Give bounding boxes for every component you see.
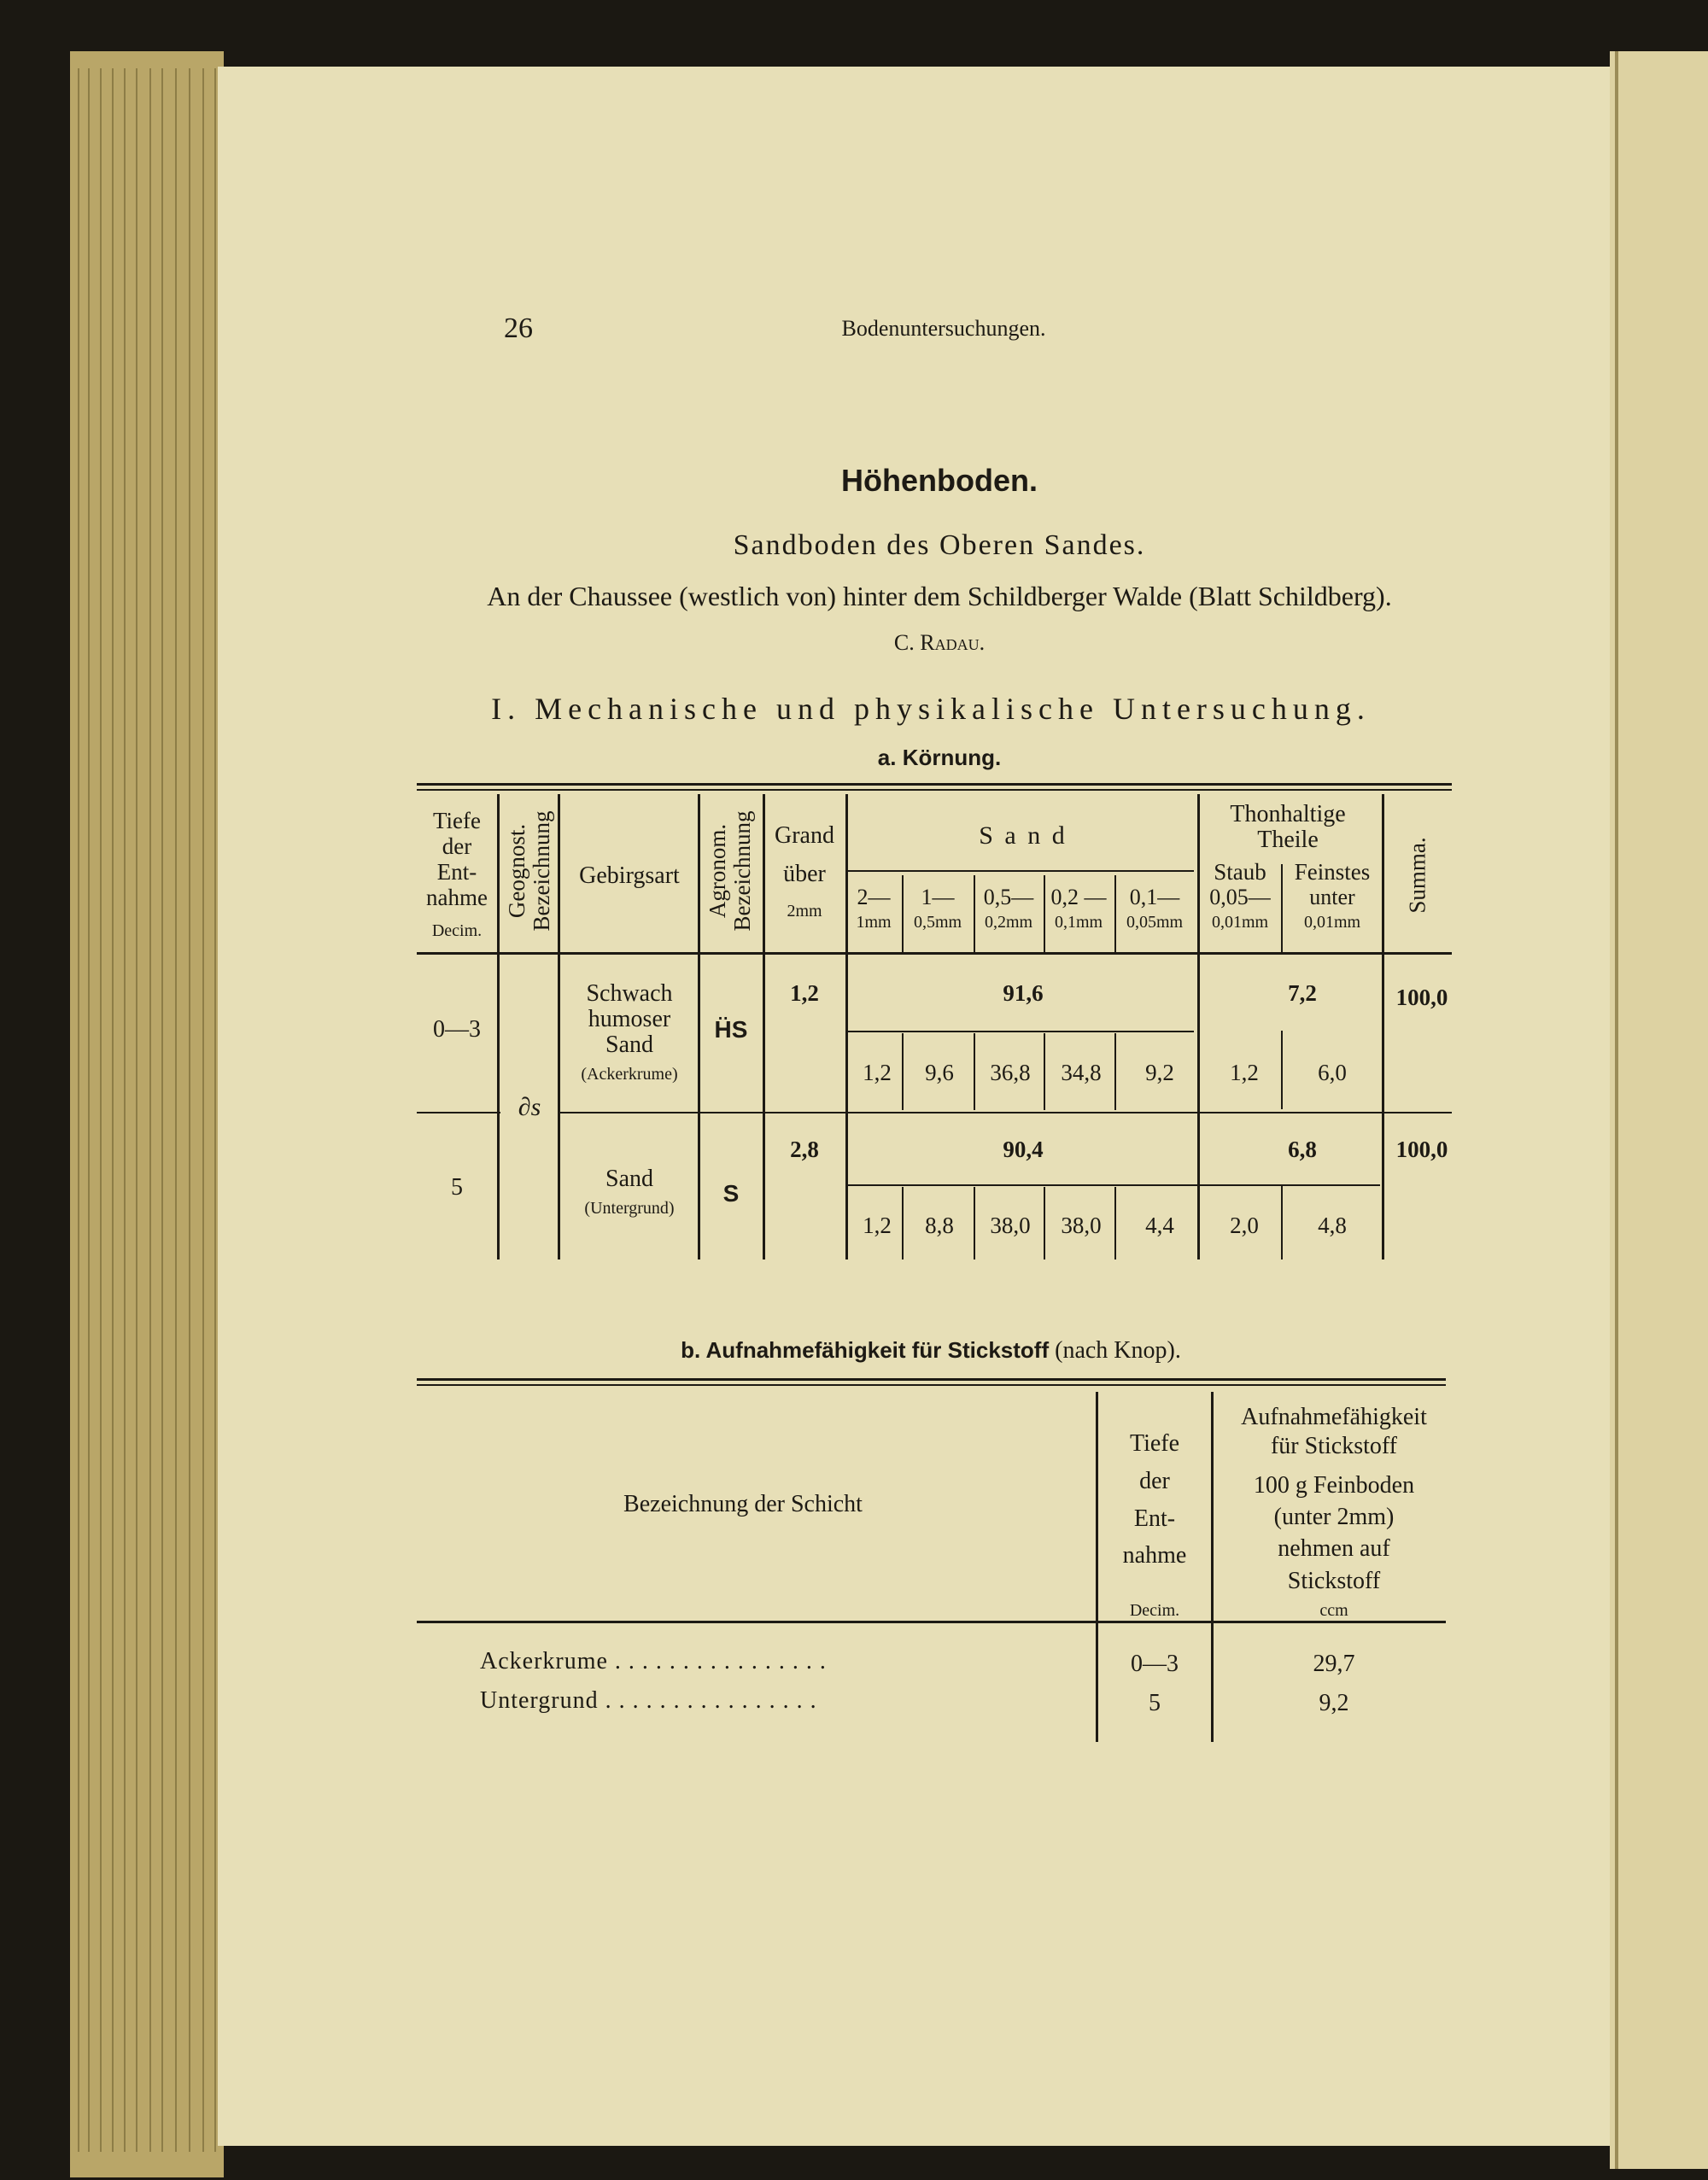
sand-col-unit: 0,05mm	[1126, 913, 1184, 932]
cell-aufnahme: 29,7	[1313, 1651, 1355, 1677]
cell-gebirgsart: Sand	[605, 1032, 653, 1058]
rule	[558, 794, 560, 1259]
rule	[417, 789, 1452, 791]
header-staub-unit: 0,01mm	[1211, 913, 1269, 932]
subsection-a-title: a. Körnung.	[877, 745, 1002, 770]
rule	[848, 870, 1194, 872]
section-title: I. Mechanische und physikalische Untersuchung.	[491, 692, 1371, 726]
sand-col-label: 1—	[921, 885, 955, 909]
header-tiefe-b-unit: Decim.	[1129, 1601, 1180, 1620]
cell-feinstes: 6,0	[1318, 1060, 1347, 1085]
rule	[417, 1378, 1446, 1381]
sand-col-label: 2—	[857, 885, 891, 909]
rule	[417, 1621, 1446, 1623]
rule	[417, 952, 1452, 955]
rule	[417, 1384, 1446, 1386]
rule	[974, 1187, 975, 1259]
header-staub: 0,05—	[1209, 885, 1271, 909]
rule	[1281, 1185, 1283, 1259]
cell-staub: 1,2	[1230, 1060, 1259, 1085]
header-tiefe-line: nahme	[426, 885, 488, 910]
author: C. Radau.	[893, 630, 986, 655]
header-tiefe-b-line: der	[1139, 1468, 1170, 1494]
cell-sand: 34,8	[1061, 1060, 1102, 1085]
cell-sand: 4,4	[1145, 1213, 1174, 1238]
cell-grand: 2,8	[790, 1137, 819, 1162]
sand-col-unit: 0,1mm	[1054, 913, 1103, 932]
rule	[417, 1112, 500, 1113]
header-grand-unit: 2mm	[787, 902, 822, 921]
cell-sand: 36,8	[990, 1060, 1031, 1085]
cell-thon-total: 6,8	[1288, 1137, 1317, 1162]
header-sand: S a n d	[979, 821, 1068, 850]
subsection-b-title	[681, 1339, 1181, 1363]
rule	[974, 875, 975, 954]
header-agronom	[705, 811, 755, 932]
cell-tiefe: 5	[1149, 1690, 1161, 1716]
header-thon: Theile	[1257, 827, 1319, 853]
rule	[417, 783, 1452, 786]
header-gebirgsart: Gebirgsart	[579, 862, 680, 889]
cell-schicht: Untergrund . . . . . . . . . . . . . . . .	[480, 1687, 817, 1714]
rule	[1044, 1187, 1045, 1259]
header-feinstes-unit: 0,01mm	[1303, 913, 1361, 932]
subsection-b-bold: b. Aufnahmefähigkeit für Stickstoff	[681, 1337, 1050, 1363]
cell-sand: 38,0	[1061, 1213, 1102, 1238]
cell-summa: 100,0	[1395, 1137, 1448, 1162]
rule	[560, 1112, 1452, 1113]
cell-sand-total: 90,4	[1003, 1137, 1044, 1162]
header-staub: Staub	[1214, 859, 1266, 885]
header-tiefe-unit: Decim.	[431, 921, 483, 940]
header-grand-line: Grand	[775, 822, 834, 849]
header-geognost-line: Bezeichnung	[529, 810, 554, 932]
header-aufnahme-line: Stickstoff	[1287, 1568, 1381, 1594]
rule	[902, 875, 904, 954]
cell-tiefe: 5	[451, 1174, 463, 1201]
rule	[1197, 794, 1200, 1259]
cell-tiefe: 0—3	[1131, 1651, 1179, 1677]
page-title: Höhenboden.	[841, 463, 1038, 498]
header-feinstes: Feinstes	[1294, 859, 1371, 885]
header-aufnahme-line: 100 g Feinboden	[1253, 1472, 1415, 1499]
rule	[497, 794, 500, 1259]
header-agronom-line: Agronom.	[705, 823, 730, 919]
cell-aufnahme: 9,2	[1319, 1690, 1349, 1716]
cell-sand: 1,2	[863, 1060, 892, 1085]
rule	[1114, 1033, 1116, 1110]
rule	[1096, 1392, 1098, 1742]
header-tiefe-line: Ent-	[436, 859, 477, 885]
cell-schicht: Ackerkrume . . . . . . . . . . . . . . . .	[480, 1648, 827, 1674]
header-schicht: Bezeichnung der Schicht	[623, 1491, 863, 1517]
header-aufnahme-line: für Stickstoff	[1270, 1433, 1398, 1459]
header-feinstes: unter	[1309, 885, 1355, 909]
subtitle: Sandboden des Oberen Sandes.	[733, 529, 1146, 561]
cell-gebirgsart: Schwach	[586, 980, 673, 1007]
cell-agronom: S	[722, 1180, 740, 1207]
cell-thon-total: 7,2	[1288, 980, 1317, 1006]
running-head: Bodenuntersuchungen.	[841, 316, 1046, 341]
rule	[1281, 864, 1283, 954]
cell-summa: 100,0	[1395, 985, 1448, 1010]
rule	[902, 1033, 904, 1110]
rule	[845, 794, 848, 1259]
rule	[1281, 1031, 1283, 1109]
header-aufnahme-unit: ccm	[1319, 1601, 1348, 1620]
rule	[1211, 1392, 1214, 1742]
subsection-b-rest: (nach Knop).	[1055, 1337, 1181, 1364]
sand-col-label: 0,1—	[1129, 885, 1180, 909]
header-tiefe-line: Tiefe	[432, 808, 482, 833]
sand-col-unit: 0,2mm	[984, 913, 1033, 932]
cell-gebirgsart: humoser	[588, 1006, 671, 1032]
header-tiefe-b-line: nahme	[1122, 1542, 1187, 1569]
header-geognost	[505, 811, 554, 932]
rule	[763, 794, 765, 1259]
header-aufnahme-line: nehmen auf	[1278, 1535, 1390, 1562]
rule	[698, 794, 700, 1259]
sand-col-label: 0,2 —	[1050, 885, 1107, 909]
cell-sand: 1,2	[863, 1213, 892, 1238]
cell-gebirgsart: Sand	[605, 1166, 653, 1192]
sand-col-unit: 0,5mm	[913, 913, 962, 932]
cell-gebirgsart-note: (Ackerkrume)	[581, 1065, 678, 1084]
cell-sand-total: 91,6	[1003, 980, 1044, 1006]
cell-sand: 8,8	[925, 1213, 954, 1238]
header-agronom-line: Bezeichnung	[729, 810, 755, 932]
rule	[902, 1187, 904, 1259]
cell-sand: 9,6	[925, 1060, 954, 1085]
rule	[1114, 1187, 1116, 1259]
page-number: 26	[504, 313, 533, 344]
sand-col-unit: 1mm	[856, 913, 892, 932]
header-tiefe-line: der	[442, 833, 472, 859]
header-geognost-line: Geognost.	[504, 823, 529, 919]
header-tiefe-b-line: Tiefe	[1129, 1430, 1180, 1457]
cell-feinstes: 4,8	[1318, 1213, 1347, 1238]
cell-agronom: ḦS	[714, 1016, 748, 1043]
rule	[848, 1031, 1194, 1032]
location-line: An der Chaussee (westlich von) hinter dem Schildberger Walde (Blatt Schildberg).	[487, 581, 1392, 611]
header-tiefe-b-line: Ent-	[1133, 1505, 1176, 1532]
rule	[974, 1033, 975, 1110]
rule	[848, 1184, 1380, 1186]
header-aufnahme-line: Aufnahmefähigkeit	[1241, 1404, 1427, 1430]
cell-gebirgsart-note: (Untergrund)	[584, 1199, 675, 1218]
cell-geognost: ∂s	[518, 1093, 541, 1121]
rule	[1114, 875, 1116, 954]
cell-sand: 38,0	[990, 1213, 1031, 1238]
header-thon: Thonhaltige	[1230, 801, 1346, 827]
rule	[1044, 875, 1045, 954]
cell-grand: 1,2	[790, 980, 819, 1006]
header-aufnahme-line: (unter 2mm)	[1273, 1504, 1395, 1530]
header-grand-line: über	[783, 861, 826, 887]
cell-sand: 9,2	[1145, 1060, 1174, 1085]
header-summa: Summa.	[1404, 837, 1430, 914]
cell-tiefe: 0—3	[433, 1016, 481, 1043]
sand-col-label: 0,5—	[983, 885, 1034, 909]
rule	[1382, 794, 1384, 1259]
rule	[1044, 1033, 1045, 1110]
cell-staub: 2,0	[1230, 1213, 1259, 1238]
